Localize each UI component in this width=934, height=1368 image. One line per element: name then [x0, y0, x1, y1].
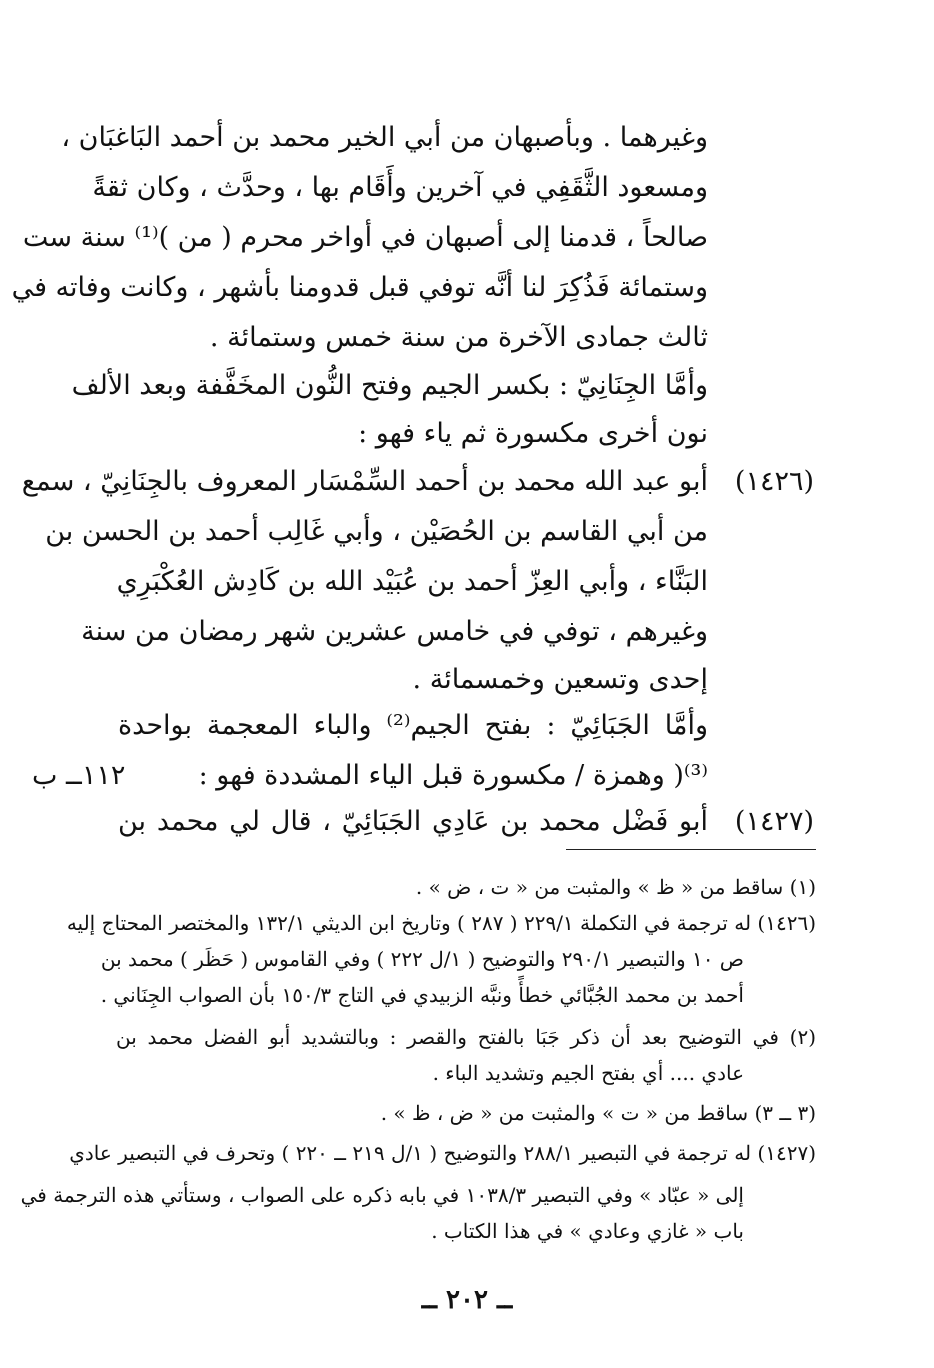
body-line-6: وأمَّا الجِنَانِيّ : بكسر الجيم وفتح النُّون المخَفَّفة وبعد الألف: [71, 370, 708, 401]
page-number: ــ ٢٠٢ ــ: [421, 1285, 513, 1315]
footnote-1: (١) ساقط من « ظ » والمثبت من « ت ، ض » .: [415, 875, 816, 899]
footnote-3: (٣ ــ ٣) ساقط من « ت » والمثبت من « ض ، ظ » .: [380, 1101, 816, 1125]
entry-number-1426: (١٤٢٦): [734, 466, 814, 497]
footnote-1426-line-3: أحمد بن محمد الجُبَّائي خطأً ونبَّه الزبيدي في التاج ١٥٠/٣ بأن الصواب الجِنَاني .: [100, 983, 744, 1007]
body-line-1: وغيرهما . وبأصبهان من أبي الخير محمد بن أحمد البَاغبَان ،: [61, 122, 708, 153]
body-line-8: أبو عبد الله محمد بن أحمد السِّمْسَار المعروف بالجِنَانِيّ ، سمع: [21, 466, 708, 497]
body-line-15: أبو فَضْل محمد بن عَادِي الجَبَائِيّ ، قال لي محمد بن: [118, 806, 708, 837]
footnote-1427-line-2: إلى « عبّاد » وفي التبصير ١٠٣٨/٣ في بابه ذكره على الصواب ، وستأتي هذه الترجمة في: [20, 1183, 744, 1207]
body-line-4: وستمائة فَذُكِرَ لنا أنَّه توفي قبل قدومنا بأشهر ، وكانت وفاته في: [11, 272, 708, 303]
footnote-1426-line-1: (١٤٢٦) له ترجمة في التكملة ٢٢٩/١ ( ٢٨٧ ) وتاريخ ابن الديثي ١٣٢/١ والمختصر المحتاج إليه: [66, 911, 816, 935]
footnote-2-line-1: (٢) في التوضيح بعد أن ذكر جَبَا بالفتح والقصر : وبالتشديد أبو الفضل محمد بن: [116, 1025, 816, 1049]
body-line-7: نون أخرى مكسورة ثم ياء فهو :: [358, 418, 708, 449]
body-line-2: ومسعود الثَّقَفِي في آخرين وأَقَام بها ، وحدَّث ، وكان ثقةً: [92, 172, 708, 203]
footnote-1427-line-3: باب « غازي وعادي » في هذا الكتاب .: [431, 1219, 744, 1243]
body-line-9: من أبي القاسم بن الحُصَيْن ، وأبي غَالِب أحمد بن الحسن بن: [45, 516, 708, 547]
body-line-3: صالحاً ، قدمنا إلى أصبهان في أواخر محرم ( من )⁽¹⁾ سنة ست: [22, 222, 708, 253]
margin-folio-note: ١١٢ــ ب: [32, 760, 126, 791]
body-line-14: ⁽³⁾( وهمزة / مكسورة قبل الياء المشددة فهو :: [198, 760, 708, 791]
body-line-12: إحدى وتسعين وخمسمائة .: [412, 664, 708, 695]
footnote-1426-line-2: ص ١٠ والتبصير ٢٩٠/١ والتوضيح ( ١/ل ٢٢٢ ) وفي القاموس ( حَظَر ) محمد بن: [100, 947, 744, 971]
body-line-13: وأمَّا الجَبَائِيّ : بفتح الجيم⁽²⁾ والباء المعجمة بواحدة: [118, 710, 708, 741]
footnote-divider: [566, 849, 816, 850]
footnote-1427-line-1: (١٤٢٧) له ترجمة في التبصير ٢٨٨/١ والتوضيح ( ١/ل ٢١٩ ــ ٢٢٠ ) وتحرف في التبصير عادي: [69, 1141, 816, 1165]
entry-number-1427: (١٤٢٧): [734, 806, 814, 837]
body-line-5: ثالث جمادى الآخرة من سنة خمس وستمائة .: [209, 322, 708, 353]
body-line-10: البَنَّاء ، وأبي العِزّ أحمد بن عُبَيْد الله بن كَادِش العُكْبَرِي: [116, 566, 708, 597]
body-line-11: وغيرهم ، توفي في خامس عشرين شهر رمضان من سنة: [81, 616, 708, 647]
footnote-2-line-2: عادي .... أي بفتح الجيم وتشديد الباء .: [432, 1061, 744, 1085]
